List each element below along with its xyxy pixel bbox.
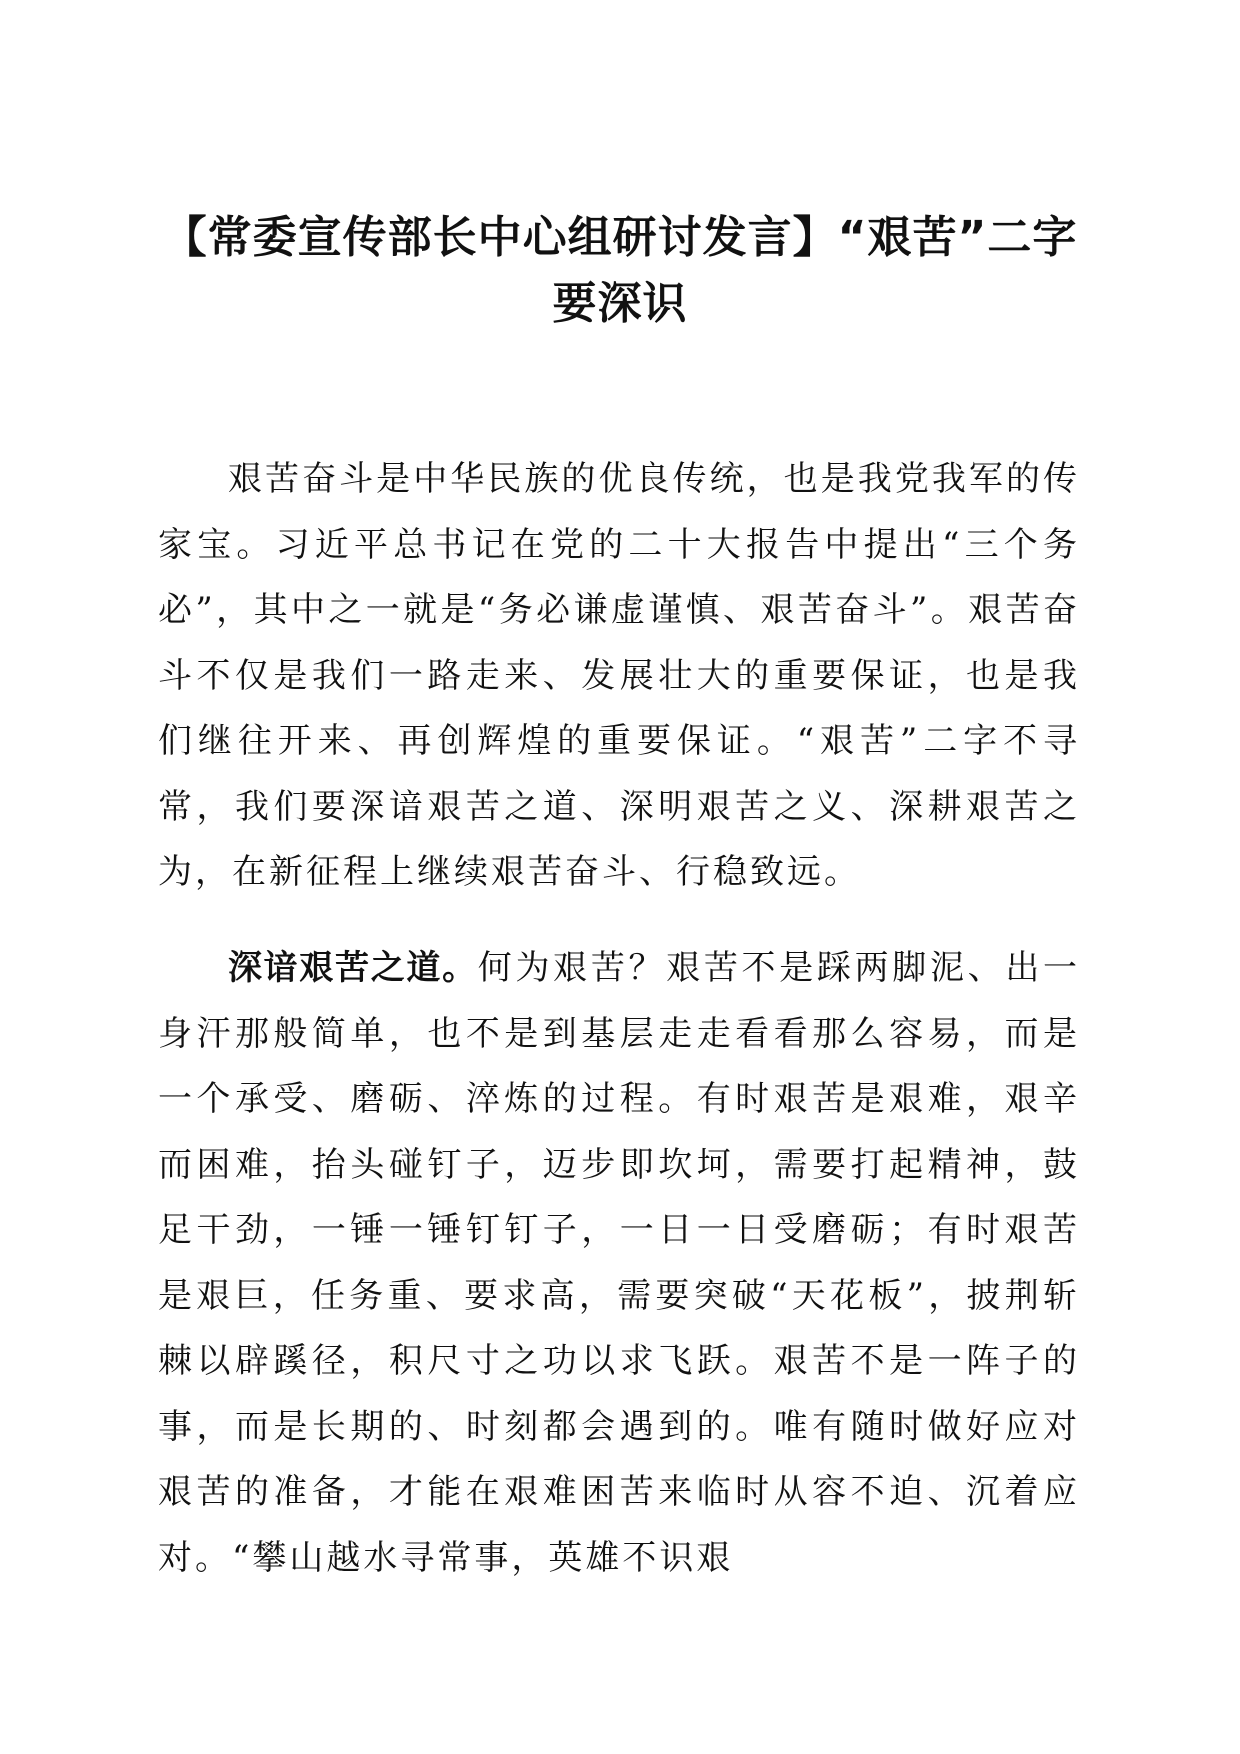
section-1-heading: 深谙艰苦之道。 [228,948,478,988]
paragraph-section-1 [158,936,1080,1591]
paragraph-intro-text: 艰苦奋斗是中华民族的优良传统，也是我党我军的传家宝。习近平总书记在党的二十大报告中提出“三个务必”，其中之一就是“务必谦虚谨慎、艰苦奋斗”。艰苦奋斗不仅是我们一路走来、发展壮大的重要保证，也是我们继往开来、再创辉煌的重要保证。“艰苦”二字不寻常，我们要深谙艰苦之道、深明艰苦之义、深耕艰苦之为，在新征程上继续艰苦奋斗、行稳致远。 [158,459,1080,892]
paragraph-section-1-text: 何为艰苦？艰苦不是踩两脚泥、出一身汗那般简单，也不是到基层走走看看那么容易，而是一个承受、磨砺、淬炼的过程。有时艰苦是艰难，艰辛而困难，抬头碰钉子，迈步即坎坷，需要打起精神，鼓足干劲，一锤一锤钉钉子，一日一日受磨砺；有时艰苦是艰巨，任务重、要求高，需要突破“天花板”，披荆斩棘以辟蹊径，积尺寸之功以求飞跃。艰苦不是一阵子的事，而是长期的、时刻都会遇到的。唯有随时做好应对艰苦的准备，才能在艰难困苦来临时从容不迫、沉着应对。“攀山越水寻常事，英雄不识艰 [158,948,1081,1578]
document-title: 【常委宣传部长中心组研讨发言】“艰苦”二字要深识 [162,212,1078,329]
paragraph-intro [158,447,1080,906]
